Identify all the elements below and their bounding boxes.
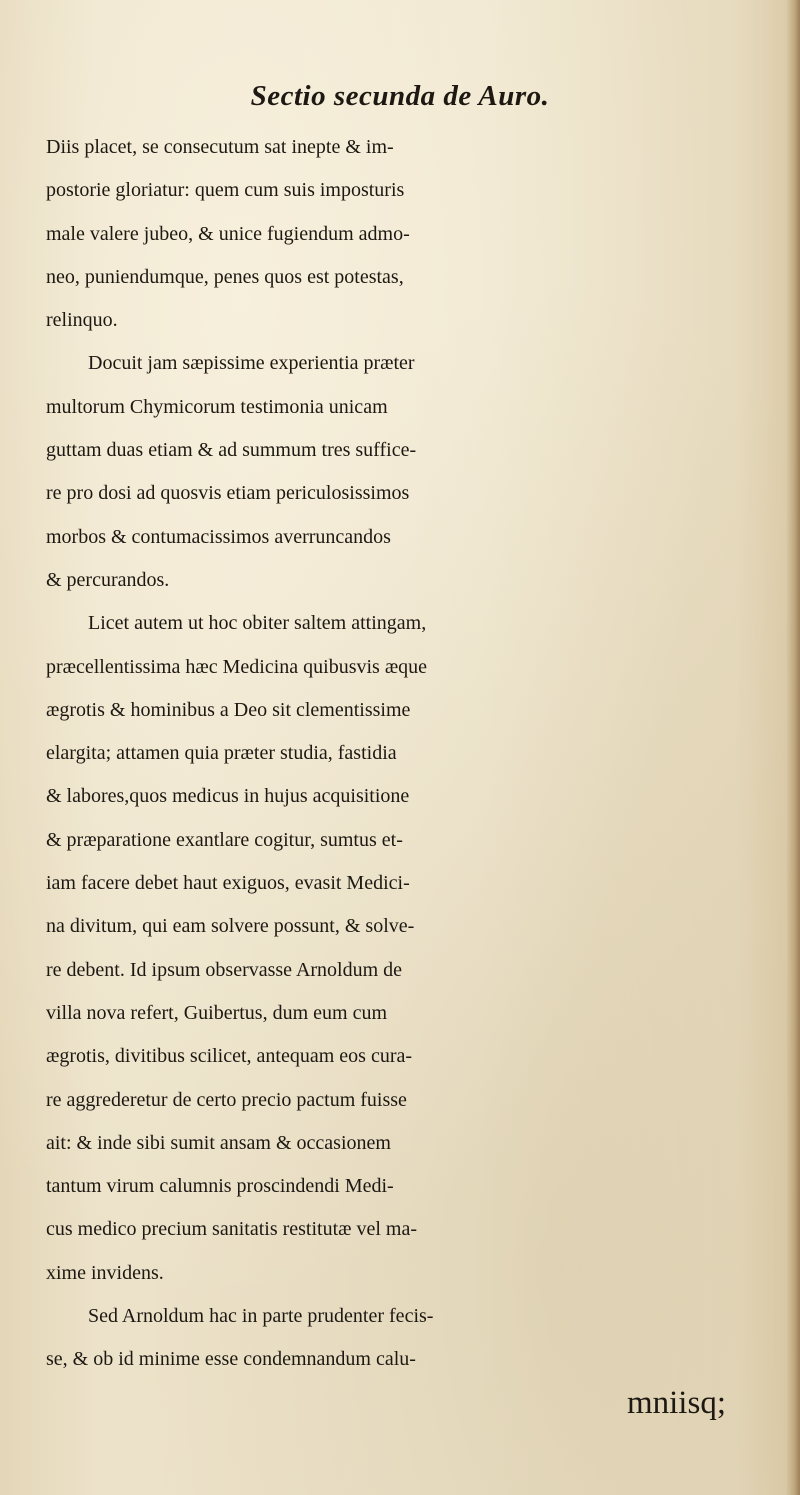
text-line-5: relinquo. <box>46 309 118 332</box>
text-line-26: cus medico precium sanitatis restitutæ vel ma- <box>46 1218 418 1241</box>
text-line-12: Licet autem ut hoc obiter saltem attingam, <box>88 612 427 635</box>
text-line-8: guttam duas etiam & ad summum tres suffice- <box>46 439 417 462</box>
running-head: Sectio secunda de Auro. <box>250 80 550 112</box>
text-line-7: multorum Chymicorum testimonia unicam <box>46 395 388 418</box>
text-line-28: Sed Arnoldum hac in parte prudenter fecis- <box>88 1305 434 1328</box>
text-line-14: ægrotis & hominibus a Deo sit clementissime <box>46 698 411 721</box>
text-line-10: morbos & contumacissimos averruncandos <box>46 525 391 548</box>
text-line-11: & percurandos. <box>46 568 170 591</box>
text-line-1: Diis placet, se consecutum sat inepte & im- <box>46 136 394 158</box>
text-line-21: villa nova refert, Guibertus, dum eum cum <box>46 1001 388 1024</box>
text-line-3: male valere jubeo, & unice fugiendum admo- <box>46 222 410 245</box>
text-line-16: & labores,quos medicus in hujus acquisitione <box>46 785 410 808</box>
text-line-4: neo, puniendumque, penes quos est potestas, <box>46 265 404 288</box>
text-line-17: & præparatione exantlare cogitur, sumtus et- <box>46 828 403 851</box>
text-line-27: xime invidens. <box>46 1261 164 1284</box>
text-line-2: postorie gloriatur: quem cum suis imposturis <box>46 179 405 202</box>
text-line-24: ait: & inde sibi sumit ansam & occasionem <box>46 1131 391 1154</box>
body-text <box>46 126 766 1425</box>
text-line-13: præcellentissima hæc Medicina quibusvis æque <box>46 655 428 678</box>
text-line-20: re debent. Id ipsum observasse Arnoldum de <box>46 958 403 981</box>
page-edge-shadow <box>786 0 800 1495</box>
text-line-22: ægrotis, divitibus scilicet, antequam eos cura- <box>46 1045 413 1068</box>
text-line-9: re pro dosi ad quosvis etiam periculosissimos <box>46 482 410 505</box>
text-line-29: se, & ob id minime esse condemnandum calu- <box>46 1348 416 1371</box>
text-line-23: re aggrederetur de certo precio pactum fuisse <box>46 1088 407 1111</box>
text-line-6: Docuit jam sæpissime experientia præter <box>88 352 415 375</box>
text-line-18: iam facere debet haut exiguos, evasit Medici- <box>46 872 410 895</box>
text-line-19: na divitum, qui eam solvere possunt, & solve- <box>46 915 415 938</box>
text-line-25: tantum virum calumnis proscindendi Medi- <box>46 1175 394 1198</box>
text-line-15: elargita; attamen quia præter studia, fastidia <box>46 742 397 765</box>
catchword: mniisq; <box>626 1384 726 1421</box>
